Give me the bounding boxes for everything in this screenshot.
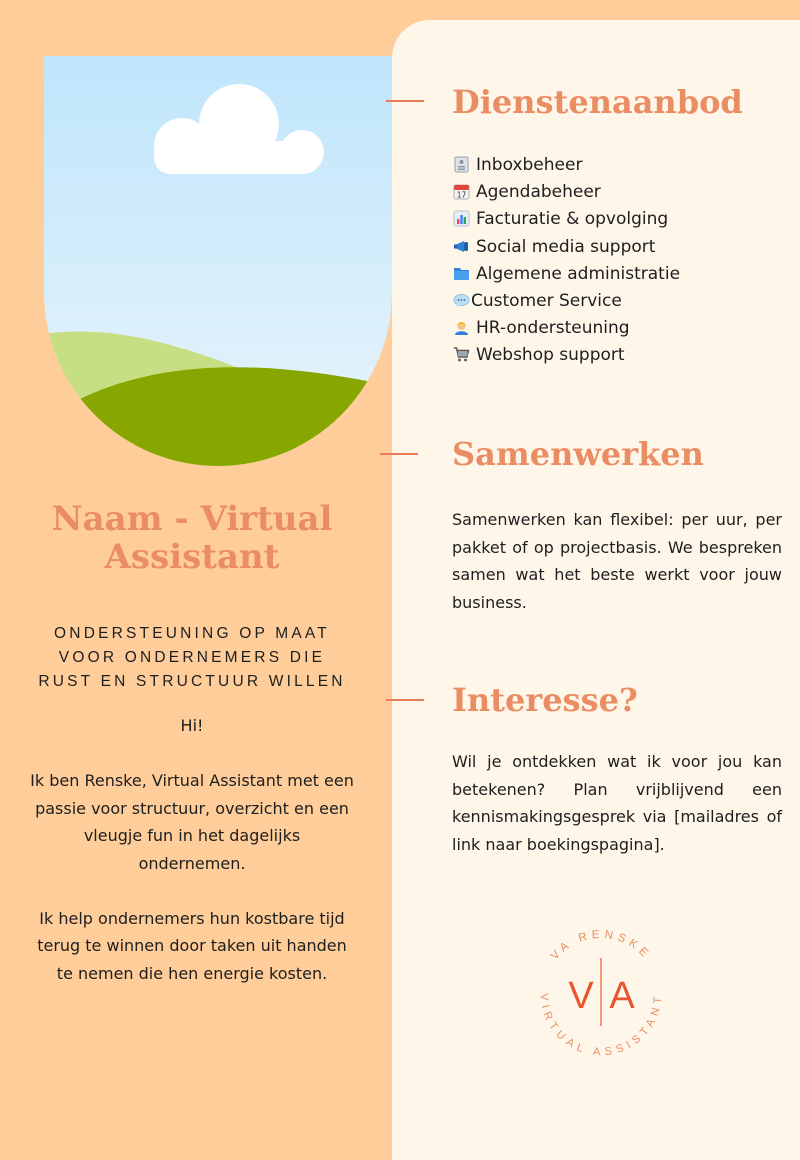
- collaboration-text: Samenwerken kan flexibel: per uur, per pakket of op projectbasis. We bespreken samen wat het beste werkt voor jouw business.: [452, 510, 782, 612]
- intro-paragraph-1: Ik ben Renske, Virtual Assistant met een passie voor structuur, overzicht en een vleugje fun in het dagelijks ondernemen.: [30, 771, 354, 873]
- landscape-illustration: [44, 56, 392, 466]
- list-item: Facturatie & opvolging: [452, 206, 782, 233]
- va-renske-logo: [526, 920, 676, 1070]
- page-title: Naam - Virtual Assistant: [51, 499, 333, 577]
- intro-text: [30, 712, 354, 1015]
- bar-chart-icon: [452, 210, 471, 227]
- greeting: Hi!: [180, 716, 204, 735]
- person-icon: [452, 319, 471, 336]
- services-heading: Dienstenaanbod: [452, 83, 743, 121]
- svg-text:17: 17: [456, 190, 467, 200]
- heading-dash: [380, 453, 418, 455]
- cart-icon: [452, 346, 471, 363]
- document-icon: [452, 156, 471, 173]
- interest-text: Wil je ontdekken wat ik voor jou kan betekenen? Plan vrijblijvend een kennismakingsgesprek via [mailadres of link naar boekingspagina].: [452, 752, 782, 854]
- list-item: Customer Service: [452, 288, 782, 315]
- tagline: ONDERSTEUNING OP MAAT VOOR ONDERNEMERS DIE RUST EN STRUCTUUR WILLEN: [38, 625, 346, 690]
- folder-icon: [452, 265, 471, 282]
- list-item: 17 Agendabeheer: [452, 179, 782, 206]
- collaboration-heading: Samenwerken: [452, 435, 704, 473]
- heading-dash: [386, 699, 424, 701]
- megaphone-icon: [452, 238, 471, 255]
- logo-ring-top: VA RENSKE: [548, 928, 654, 963]
- interest-heading: Interesse?: [452, 681, 638, 719]
- list-item: Inboxbeheer: [452, 152, 782, 179]
- services-list: [452, 152, 782, 370]
- list-item: Algemene administratie: [452, 261, 782, 288]
- speech-bubble-icon: [452, 292, 471, 309]
- logo-letter-v: V: [568, 975, 594, 1017]
- calendar-icon: [452, 183, 471, 200]
- list-item: HR-ondersteuning: [452, 315, 782, 342]
- intro-paragraph-2: Ik help ondernemers hun kostbare tijd terug te winnen door taken uit handen te nemen die hen energie kosten.: [37, 908, 347, 983]
- list-item: Social media support: [452, 234, 782, 261]
- list-item: Webshop support: [452, 342, 782, 369]
- logo-ring-bottom: VIRTUAL ASSISTANT: [537, 992, 665, 1059]
- logo-letter-a: A: [609, 975, 635, 1017]
- heading-dash: [386, 100, 424, 102]
